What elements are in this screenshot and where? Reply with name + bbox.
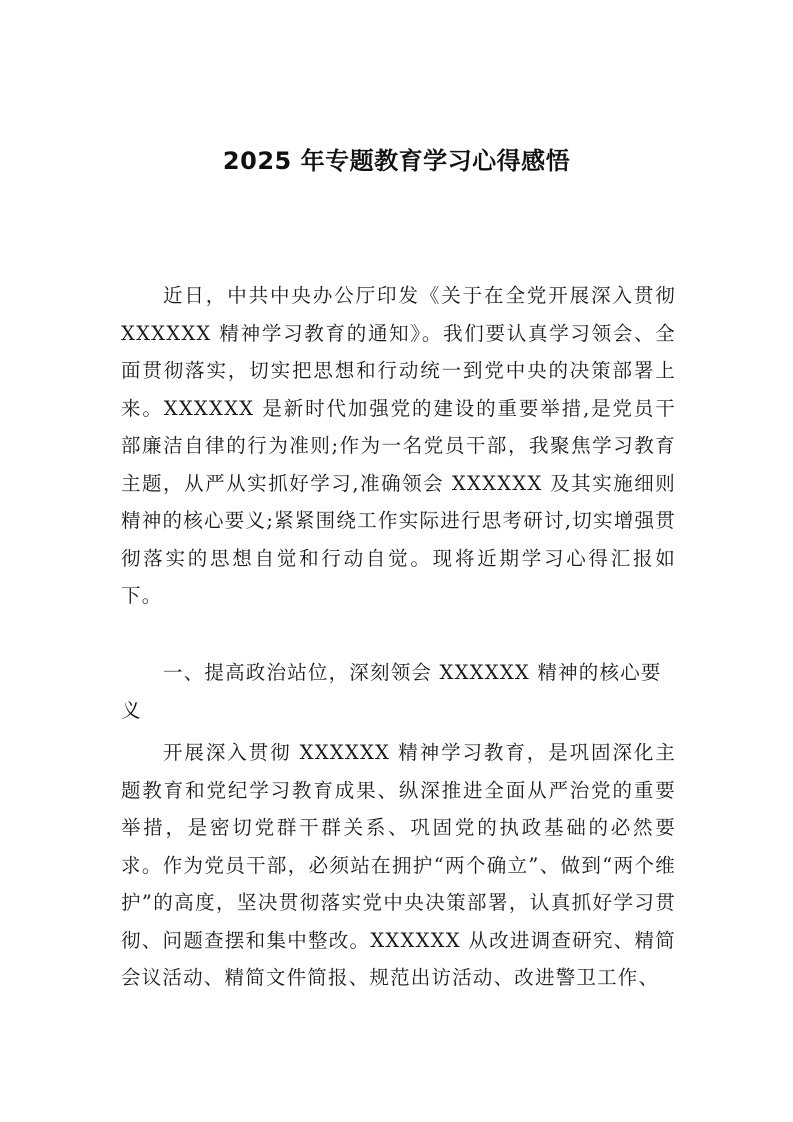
intro-paragraph: 近日，中共中央办公厅印发《关于在全党开展深入贯彻 XXXXXX 精神学习教育的通知》。我们要认真学习领会、全面贯彻落实，切实把思想和行动统一到党中央的决策部署上来。XXXXXX 是新时代加强党的建设的重要举措,是党员干部廉洁自律的行为准则;作为一名党员干部，我聚焦学习教育主题，从严从实抓好学习,准确领会 XXXXXX 及其实施细则精神的核心要义;紧紧围绕工作实际进行思考研讨,切实增强贯彻落实的思想自觉和行动自觉。现将近期学习心得汇报如下。 [121, 284, 676, 607]
section-paragraph: 开展深入贯彻 XXXXXX 精神学习教育，是巩固深化主题教育和党纪学习教育成果、纵深推进全面从严治党的重要举措，是密切党群干群关系、巩固党的执政基础的必然要求。作为党员干部，必须站在拥护“两个确立”、做到“两个维护”的高度，坚决贯彻落实党中央决策部署，认真抓好学习贯彻、问题查摆和集中整改。XXXXXX 从改进调查研究、精简会议活动、精简文件简报、规范出访活动、改进警卫工作、 [121, 741, 676, 989]
document-title: 2025 年专题教育学习心得感悟 [222, 147, 571, 176]
section-heading: 一、提高政治站位，深刻领会 XXXXXX 精神的核心要义 [121, 661, 662, 722]
